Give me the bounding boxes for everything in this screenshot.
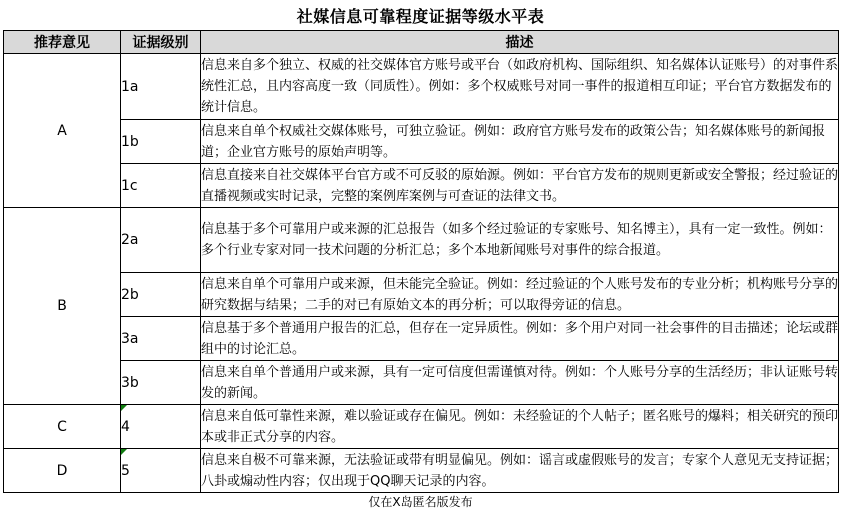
description-cell: 信息来自单个普通用户或来源，具有一定可信度但需谨慎对待。例如：个人账号分享的生活经历；非认证账号转发的新闻。	[201, 361, 839, 405]
level-cell: 2b	[121, 273, 201, 317]
comment-marker-icon	[121, 449, 127, 455]
table-row	[4, 120, 839, 164]
recommendation-cell: B	[4, 208, 121, 405]
evidence-table	[3, 30, 839, 493]
table-row	[4, 164, 839, 208]
level-cell	[121, 405, 201, 449]
level-cell: 2a	[121, 208, 201, 273]
table-row	[4, 208, 839, 273]
header-description: 描述	[201, 31, 839, 54]
table-row	[4, 317, 839, 361]
description-cell: 信息来自低可靠性来源，难以验证或存在偏见。例如：未经验证的个人帖子；匿名账号的爆料；相关研究的预印本或非正式分享的内容。	[201, 405, 839, 449]
comment-marker-icon	[121, 405, 127, 411]
level-label: 4	[121, 418, 130, 435]
table-row	[4, 449, 839, 493]
level-cell: 1a	[121, 54, 201, 120]
level-cell: 3b	[121, 361, 201, 405]
table-row	[4, 54, 839, 120]
table-row	[4, 405, 839, 449]
level-cell: 1b	[121, 120, 201, 164]
description-cell: 信息基于多个可靠用户或来源的汇总报告（如多个经过验证的专家账号、知名博主），具有一定一致性。例如：多个行业专家对同一技术问题的分析汇总；多个本地新闻账号对事件的综合报道。	[201, 208, 839, 273]
recommendation-cell: D	[4, 449, 121, 493]
level-cell: 3a	[121, 317, 201, 361]
description-cell: 信息直接来自社交媒体平台官方或不可反驳的原始源。例如：平台官方发布的规则更新或安全警报；经过验证的直播视频或实时记录，完整的案例库案例与可查证的法律文书。	[201, 164, 839, 208]
level-cell: 1c	[121, 164, 201, 208]
level-cell	[121, 449, 201, 493]
header-recommendation: 推荐意见	[4, 31, 121, 54]
description-cell: 信息来自单个权威社交媒体账号，可独立验证。例如：政府官方账号发布的政策公告；知名媒体账号的新闻报道；企业官方账号的原始声明等。	[201, 120, 839, 164]
recommendation-cell: C	[4, 405, 121, 449]
level-label: 5	[121, 462, 130, 479]
footer-note: 仅在X岛匿名版发布	[368, 495, 473, 509]
description-cell: 信息来自单个可靠用户或来源，但未能完全验证。例如：经过验证的个人账号发布的专业分析；机构账号分享的研究数据与结果；二手的对已有原始文本的再分析；可以取得旁证的信息。	[201, 273, 839, 317]
description-cell: 信息来自极不可靠来源，无法验证或带有明显偏见。例如：谣言或虚假账号的发言；专家个人意见无支持证据；八卦或煽动性内容；仅出现于QQ聊天记录的内容。	[201, 449, 839, 493]
table-header-row	[4, 31, 839, 54]
page-title: 社媒信息可靠程度证据等级水平表	[296, 6, 545, 26]
recommendation-cell: A	[4, 54, 121, 208]
table-row	[4, 273, 839, 317]
description-cell: 信息基于多个普通用户报告的汇总，但存在一定异质性。例如：多个用户对同一社会事件的目击描述；论坛或群组中的讨论汇总。	[201, 317, 839, 361]
header-level: 证据级别	[121, 31, 201, 54]
description-cell: 信息来自多个独立、权威的社交媒体官方账号或平台（如政府机构、国际组织、知名媒体认证账号）的对事件系统性汇总，且内容高度一致（同质性）。例如：多个权威账号对同一事件的报道相互印证；平台官方数据发布的统计信息。	[201, 54, 839, 120]
table-row	[4, 361, 839, 405]
